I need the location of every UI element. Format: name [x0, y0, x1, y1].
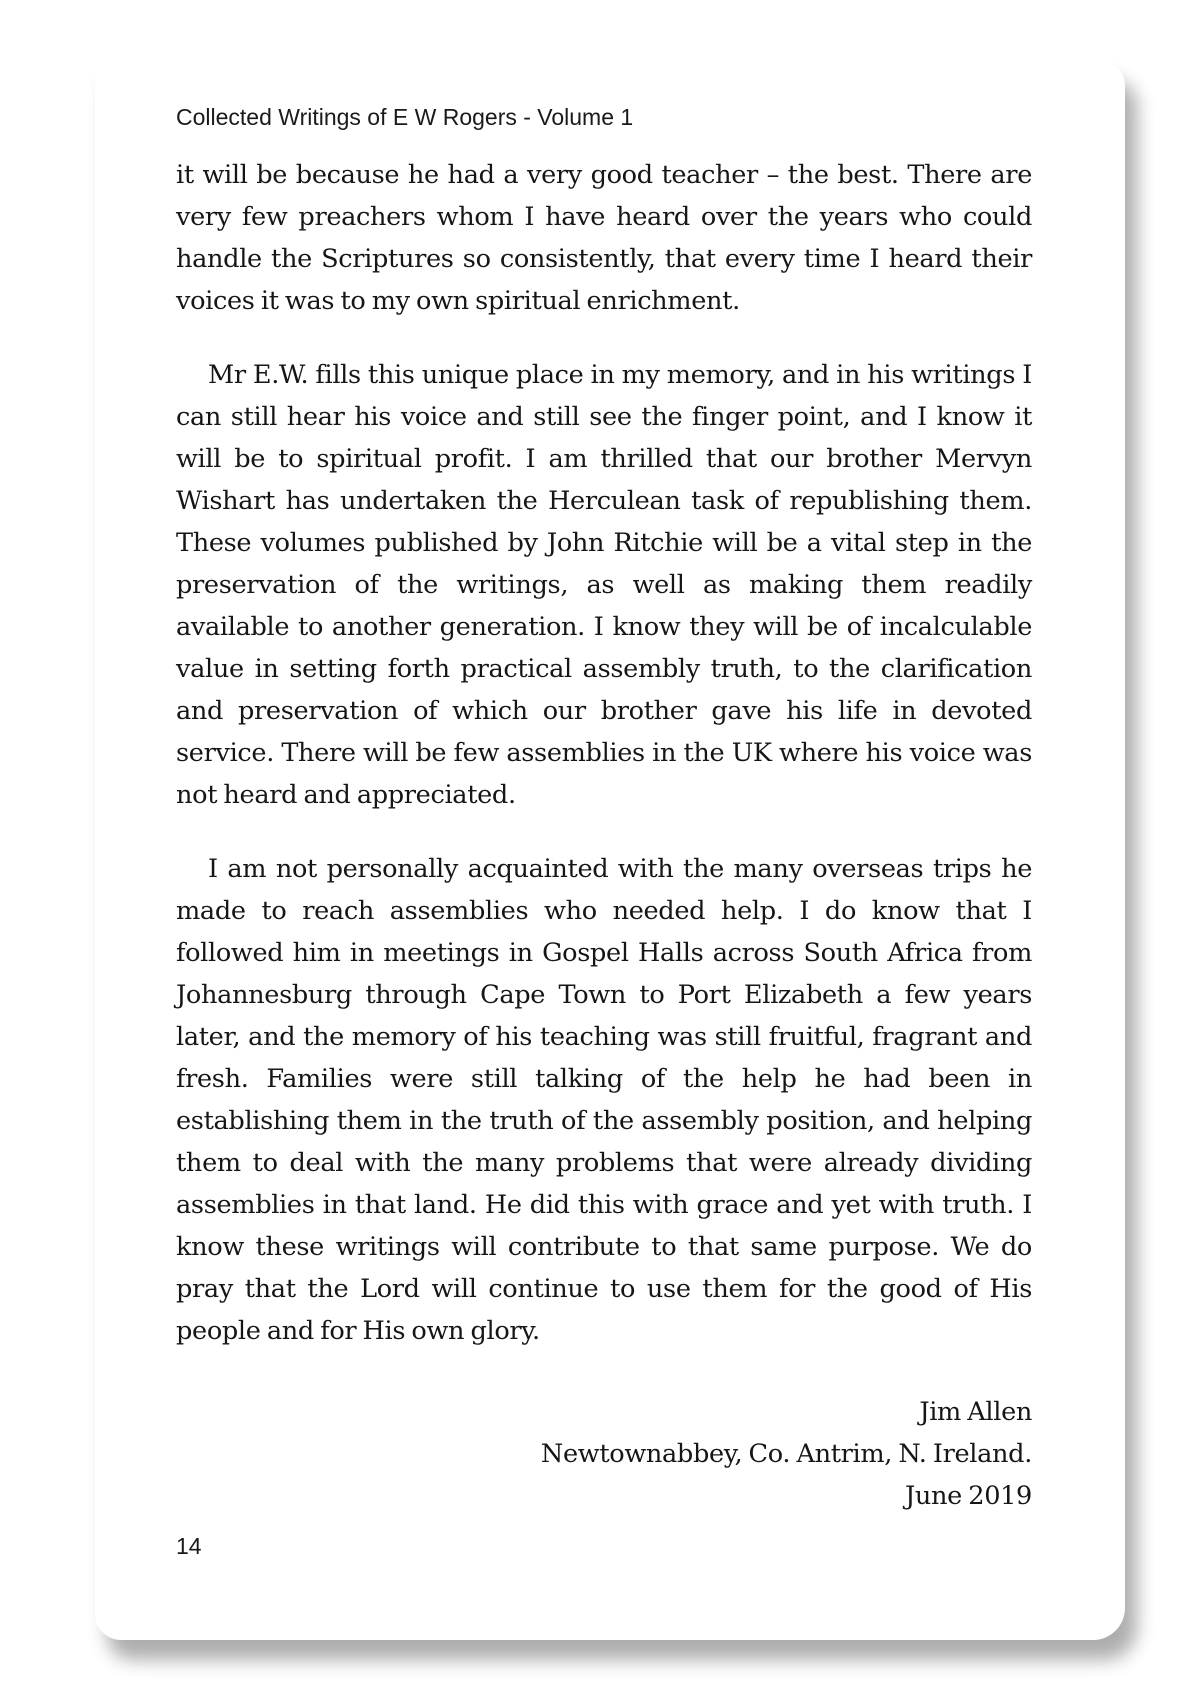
signature-location: Newtownabbey, Co. Antrim, N. Ireland.	[540, 1439, 1032, 1469]
page-number: 14	[176, 1533, 202, 1559]
paragraph-2: Mr E.W. fills this unique place in my memory, and in his writings I can still hear his voice and still see the finger point, and I know it will be to spiritual profit. I am thrilled that our brother Mervyn Wishart has undertaken the Herculean task of republishing them. These volumes published by John Ritchie will be a vital step in the preservation of the writings, as well as making them readily available to another generation. I know they will be of incalculable value in setting forth practical assembly truth, to the clarification and preservation of which our brother gave his life in devoted service. There will be few assemblies in the UK where his voice was not heard and appreciated.	[176, 360, 1032, 810]
signature-name: Jim Allen	[919, 1397, 1032, 1427]
running-header: Collected Writings of E W Rogers - Volume 1	[176, 104, 634, 130]
signature-block	[541, 1391, 1032, 1517]
book-page	[95, 60, 1125, 1640]
paragraph-1: it will be because he had a very good teacher – the best. There are very few preachers whom I have heard over the years who could handle the Scriptures so consistently, that every time I heard their voices it was to my own spiritual enrichment.	[176, 160, 1032, 316]
paragraph-3: I am not personally acquainted with the many overseas trips he made to reach assemblies who needed help. I do know that I followed him in meetings in Gospel Halls across South Africa from Johannesburg through Cape Town to Port Elizabeth a few years later, and the memory of his teaching was still fruitful, fragrant and fresh. Families were still talking of the help he had been in establishing them in the truth of the assembly position, and helping them to deal with the many problems that were already dividing assemblies in that land. He did this with grace and yet with truth. I know these writings will contribute to that same purpose. We do pray that the Lord will continue to use them for the good of His people and for His own glory.	[176, 854, 1032, 1346]
signature-date: June 2019	[905, 1481, 1032, 1511]
body-text	[176, 154, 1032, 1384]
